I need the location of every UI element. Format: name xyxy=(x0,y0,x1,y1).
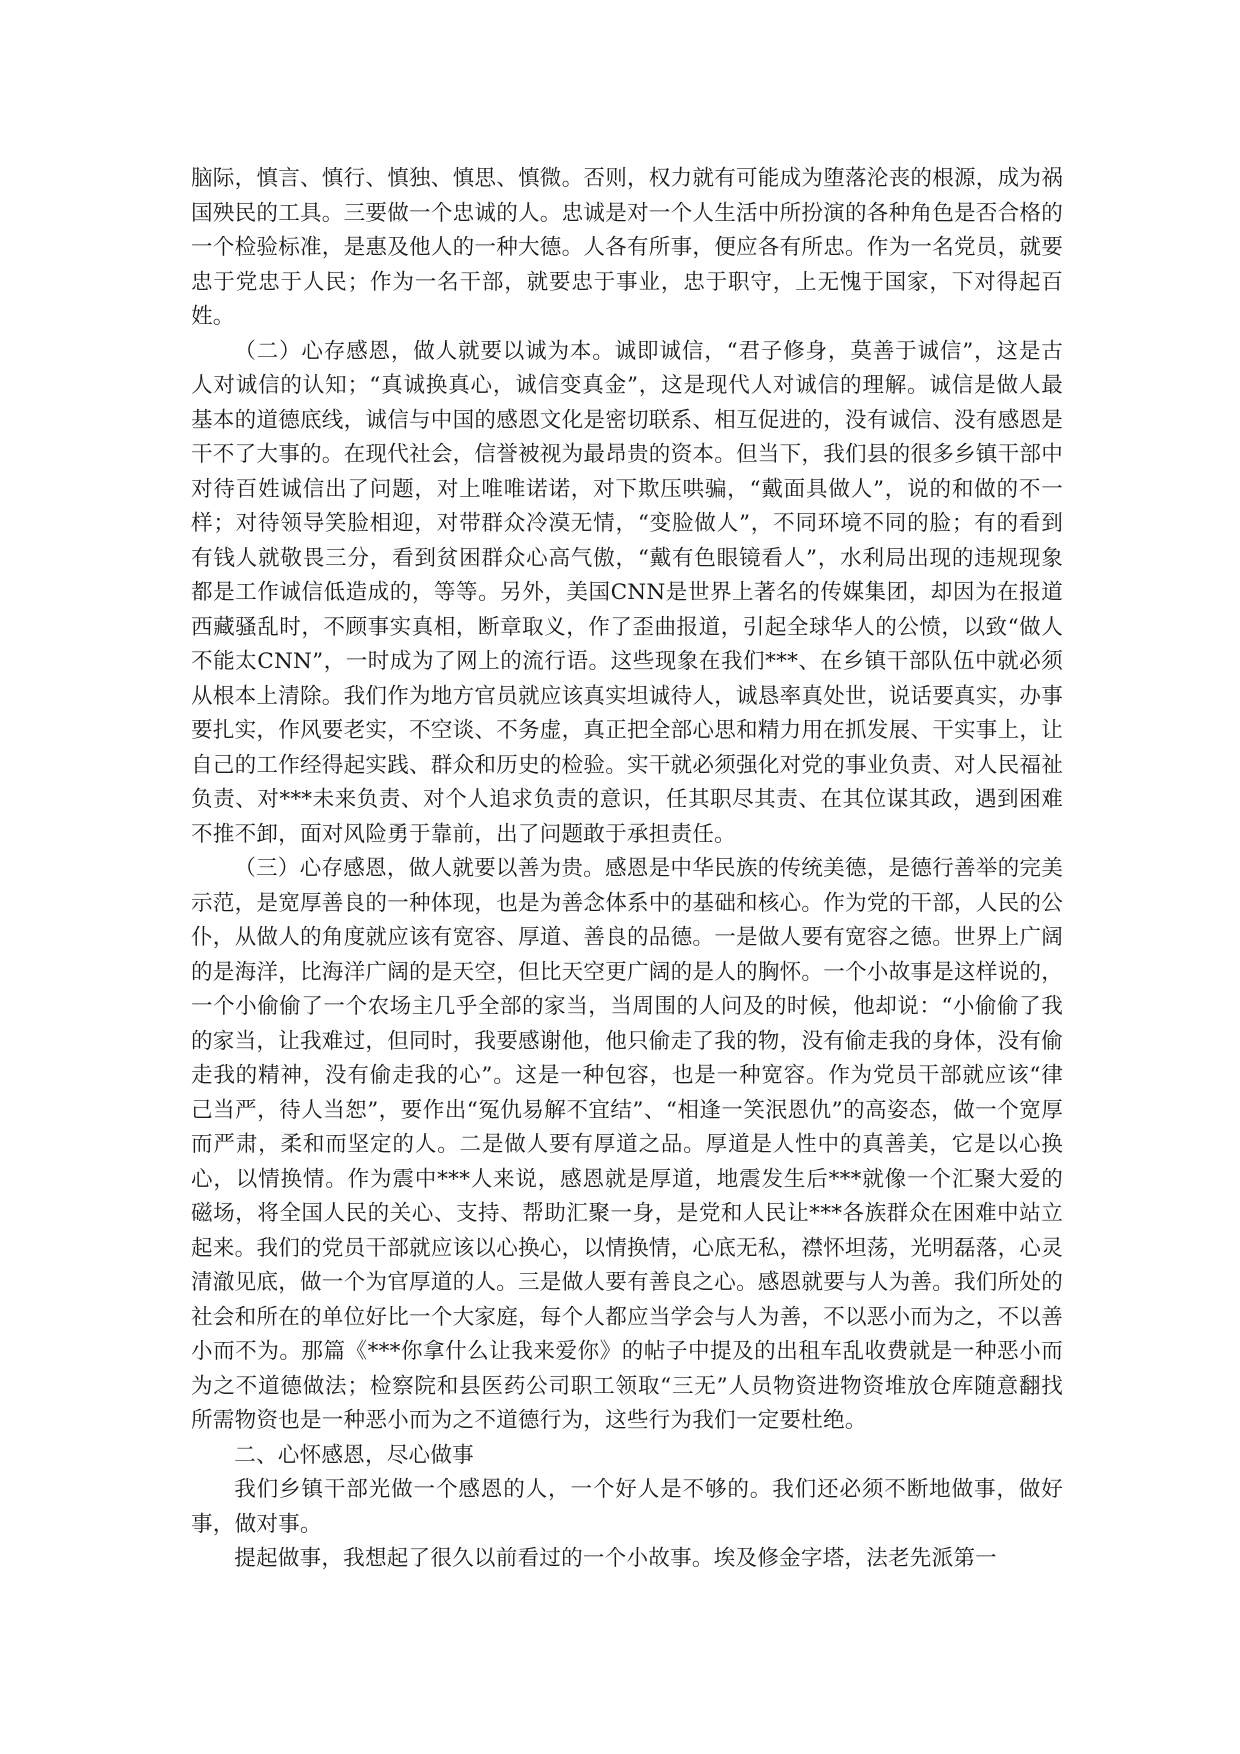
paragraph-section-3-kindness: （三）心存感恩，做人就要以善为贵。感恩是中华民族的传统美德，是德行善举的完美示范，是宽厚善良的一种体现，也是为善念体系中的基础和核心。作为党的干部，人民的公仆，从做人的角度就应该有宽容、厚道、善良的品德。一是做人要有宽容之德。世界上广阔的是海洋，比海洋广阔的是天空，但比天空更广阔的是人的胸怀。一个小故事是这样说的，一个小偷偷了一个农场主几乎全部的家当，当周围的人问及的时候，他却说：“小偷偷了我的家当，让我难过，但同时，我要感谢他，他只偷走了我的物，没有偷走我的身体，没有偷走我的精神，没有偷走我的心”。这是一种包容，也是一种宽容。作为党员干部就应该“律己当严，待人当恕”，要作出“冤仇易解不宜结”、“相逢一笑泯恩仇”的高姿态，做一个宽厚而严肃，柔和而坚定的人。二是做人要有厚道之品。厚道是人性中的真善美，它是以心换心，以情换情。作为震中***人来说，感恩就是厚道，地震发生后***就像一个汇聚大爱的磁场，将全国人民的关心、支持、帮助汇聚一身，是党和人民让***各族群众在困难中站立起来。我们的党员干部就应该以心换心，以情换情，心底无私，襟怀坦荡，光明磊落，心灵清澈见底，做一个为官厚道的人。三是做人要有善良之心。感恩就要与人为善。我们所处的社会和所在的单位好比一个大家庭，每个人都应当学会与人为善，不以恶小而为之，不以善小而不为。那篇《***你拿什么让我来爱你》的帖子中提及的出租车乱收费就是一种恶小而为之不道德做法；检察院和县医药公司职工领取“三无”人员物资进物资堆放仓库随意翻找所需物资也是一种恶小而为之不道德行为，这些行为我们一定要杜绝。 xyxy=(191,856,1063,1433)
paragraph-story-intro: 提起做事，我想起了很久以前看过的一个小故事。埃及修金字塔，法老先派第一 xyxy=(234,1546,997,1571)
paragraph-continuation: 脑际，慎言、慎行、慎独、慎思、慎微。否则，权力就有可能成为堕落沦丧的根源，成为祸国殃民的工具。三要做一个忠诚的人。忠诚是对一个人生活中所扮演的各种角色是否合格的一个检验标准，是惠及他人的一种大德。人各有所事，便应各有所忠。作为一名党员，就要忠于党忠于人民；作为一名干部，就要忠于事业，忠于职守，上无愧于国家，下对得起百姓。 xyxy=(191,166,1063,329)
paragraph-doing-things: 我们乡镇干部光做一个感恩的人，一个好人是不够的。我们还必须不断地做事，做好事，做对事。 xyxy=(191,1477,1063,1537)
paragraph-section-2-honesty: （二）心存感恩，做人就要以诚为本。诚即诚信，“君子修身，莫善于诚信”，这是古人对诚信的认知；“真诚换真心，诚信变真金”，这是现代人对诚信的理解。诚信是做人最基本的道德底线，诚信与中国的感恩文化是密切联系、相互促进的，没有诚信、没有感恩是干不了大事的。在现代社会，信誉被视为最昂贵的资本。但当下，我们县的很多乡镇干部中对待百姓诚信出了问题，对上唯唯诺诺，对下欺压哄骗，“戴面具做人”，说的和做的不一样；对待领导笑脸相迎，对带群众冷漠无情，“变脸做人”，不同环境不同的脸；有的看到有钱人就敬畏三分，看到贫困群众心高气傲，“戴有色眼镜看人”，水利局出现的违规现象都是工作诚信低造成的，等等。另外，美国CNN是世界上著名的传媒集团，却因为在报道西藏骚乱时，不顾事实真相，断章取义，作了歪曲报道，引起全球华人的公愤，以致“做人不能太CNN”，一时成为了网上的流行语。这些现象在我们***、在乡镇干部队伍中就必须从根本上清除。我们作为地方官员就应该真实坦诚待人，诚恳率真处世，说话要真实，办事要扎实，作风要老实，不空谈、不务虚，真正把全部心思和精力用在抓发展、干实事上，让自己的工作经得起实践、群众和历史的检验。实干就必须强化对党的事业负责、对人民福祉负责、对***未来负责、对个人追求负责的意识，任其职尽其责、在其位谋其政，遇到困难不推不卸，面对风险勇于靠前，出了问题敢于承担责任。 xyxy=(191,338,1063,847)
document-body xyxy=(191,162,1063,1577)
section-heading-2: 二、心怀感恩，尽心做事 xyxy=(234,1442,474,1468)
